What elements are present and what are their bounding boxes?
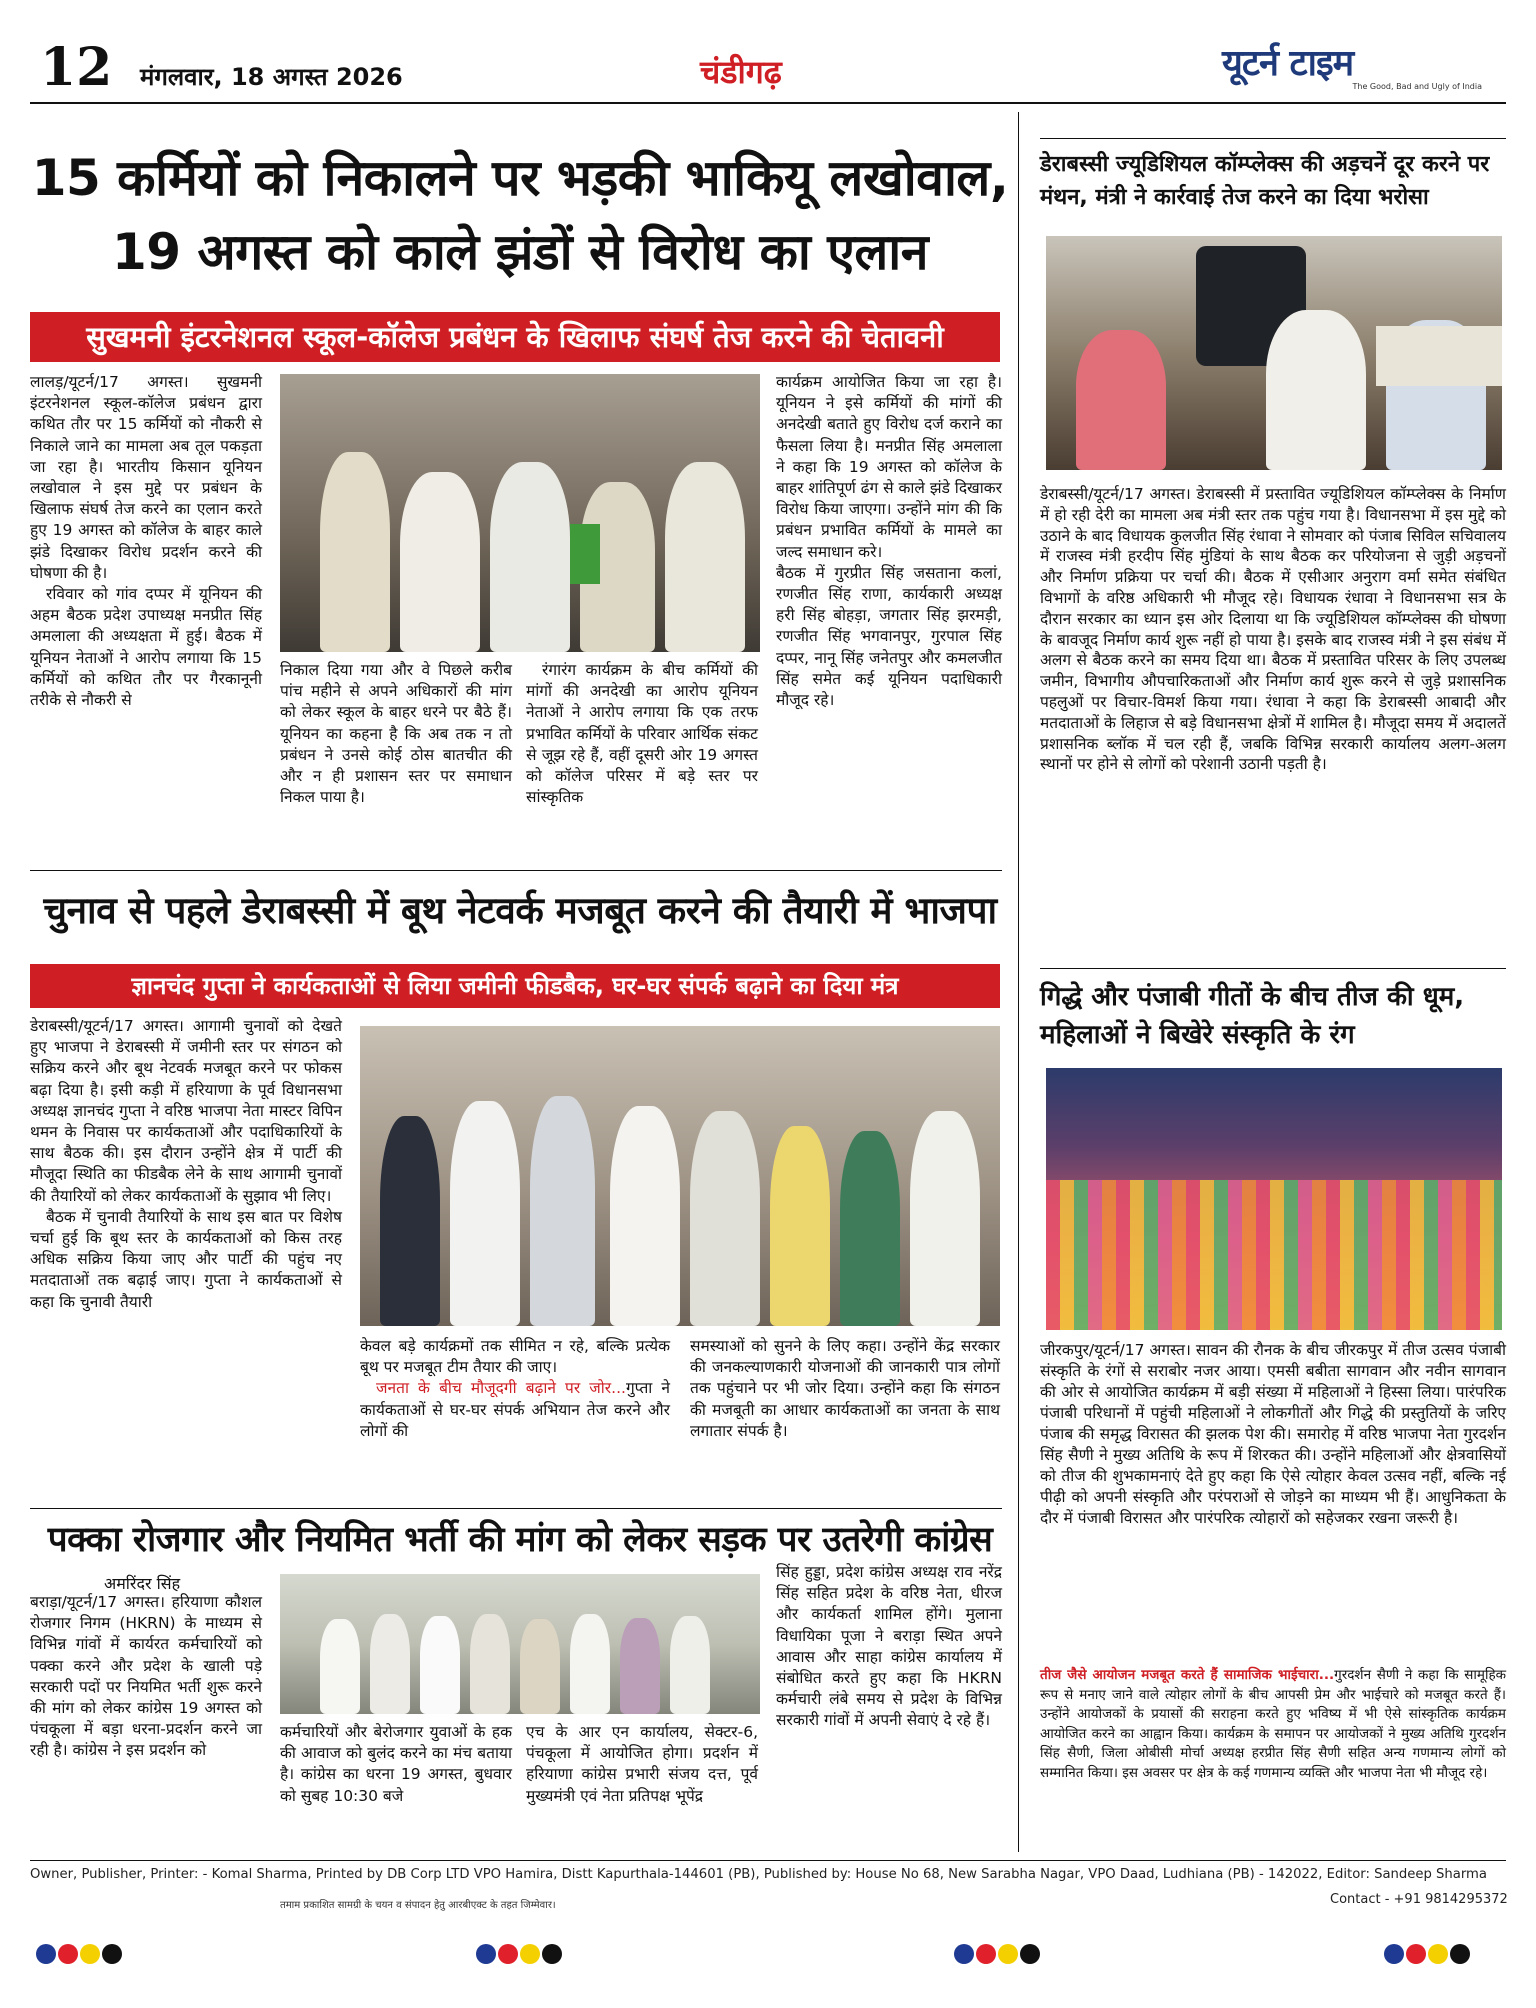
registration-marks-center-right xyxy=(954,1944,1042,1968)
story2-col2-para2: गुप्ता ने कार्यकताओं से घर-घर संपर्क अभियान तेज करने और लोगों की xyxy=(360,1379,670,1440)
story1-col2: निकाल दिया गया और वे पिछले करीब पांच महीने से अपने अधिकारों की मांग को लेकर स्कूल के बाहर धरने पर बैठे हैं। यूनियन का कहना है कि अब तक न तो प्रबंधन ने उनसे कोई ठोस बातचीत की और न ही प्रशासन स्तर पर समाधान निकल पाया है। xyxy=(280,661,512,807)
story2-col1 xyxy=(30,1016,342,1313)
masthead-rule xyxy=(30,102,1506,104)
story3-col2: कर्मचारियों और बेरोजगार युवाओं के हक की आवाज को बुलंद करने का मंच बताया है। कांग्रेस का धरना 19 अगस्त, बुधवार को सुबह 10:30 बजे xyxy=(280,1723,512,1805)
issue-date: मंगलवार, 18 अगस्त 2026 xyxy=(140,63,403,91)
story3-photo xyxy=(280,1574,760,1714)
story1-headline-line2: 19 अगस्त को काले झंडों से विरोध का एलान xyxy=(111,223,929,281)
story1-subhead: सुखमनी इंटरनेशनल स्कूल-कॉलेज प्रबंधन के खिलाफ संघर्ष तेज करने की चेतावनी xyxy=(30,312,1000,362)
side1-bottom-rule xyxy=(1040,968,1506,969)
story3-byline: अमरिंदर सिंह xyxy=(104,1574,181,1593)
side2-extra xyxy=(1040,1666,1506,1784)
reg-dot-red xyxy=(58,1944,78,1964)
footer-rule xyxy=(30,1860,1506,1861)
side1-headline: डेराबस्सी ज्यूडिशियल कॉम्प्लेक्स की अड़चनें दूर करने पर मंथन, मंत्री ने कार्रवाई तेज करने का दिया भरोसा xyxy=(1040,152,1490,210)
story1-col4-para1: कार्यक्रम आयोजित किया जा रहा है। यूनियन ने इसे कर्मियों की मांगों की अनदेखी बताते हुए विरोध दर्ज कराने का फैसला लिया है। मनप्रीत सिंह अमलाला ने कहा कि 19 अगस्त को कॉलेज के बाहर शांतिपूर्ण ढंग से काले झंडे दिखाकर विरोध किया जाएगा। उन्होंने मांग की कि प्रबंधन प्रभावित कर्मियों के मामले का जल्द समाधान करे। xyxy=(776,373,1002,561)
side1-photo xyxy=(1046,236,1502,470)
story2-col3: समस्याओं को सुनने के लिए कहा। उन्होंने केंद्र सरकार की जनकल्याणकारी योजनाओं की जानकारी पात्र लोगों तक पहुंचाने पर भी जोर दिया। उन्होंने कहा कि संगठन की मजबूती का आधार कार्यकताओं का जनता के साथ लगातार संपर्क है। xyxy=(690,1337,1000,1440)
story1-col3: रंगारंग कार्यक्रम के बीच कर्मियों की मांगों की अनदेखी का आरोप यूनियन नेताओं ने आरोप लगाया कि एक तरफ प्रभावित कर्मियों के परिवार आर्थिक संकट से जूझ रहे हैं, वहीं दूसरी ओर 19 अगस्त को कॉलेज परिसर में बड़े स्तर पर सांस्कृतिक xyxy=(526,661,758,807)
side2-subhead: तीज जैसे आयोजन मजबूत करते हैं सामाजिक भाईचारा... xyxy=(1040,1667,1335,1683)
registration-marks-center-left xyxy=(476,1944,564,1968)
side1-body: डेराबस्सी/यूटर्न/17 अगस्त। डेराबस्सी में प्रस्तावित ज्यूडिशियल कॉम्प्लेक्स के निर्माण में हो रही देरी का मामला अब मंत्री स्तर तक पहुंच गया है। विधानसभा में इस मुद्दे को उठाने के बाद विधायक कुलजीत सिंह रंधावा ने सोमवार को पंजाब सिविल सचिवालय में राजस्व मंत्री हरदीप सिंह मुंडियां के साथ बैठक कर परियोजना से जुड़ी अड़चनों और निर्माण प्रक्रिया पर चर्चा की। बैठक में एसीआर अनुराग वर्मा समेत संबंधित विभागों के वरिष्ठ अधिकारी भी मौजूद रहे। विधायक रंधावा ने विधानसभा सत्र के दौरान सरकार का ध्यान इस ओर दिलाया था कि ज्यूडिशियल कॉम्प्लेक्स की घोषणा के बावजूद निर्माण कार्य शुरू नहीं हो पाया है। इसके बाद राजस्व मंत्री ने इस संबंध में अलग से बैठक करने का समय दिया था। बैठक में प्रस्तावित परिसर के लिए उपलब्ध जमीन, विभागीय औपचारिकताओं और निर्माण कार्य शुरू करने से जुड़े प्रशासनिक पहलुओं पर विचार-विमर्श किया गया। रंधावा ने कहा कि डेराबस्सी आबादी और मतदाताओं के लिहाज से बड़े विधानसभा क्षेत्रों में शामिल है। मौजूदा समय में अदालतें प्रशासनिक ब्लॉक में चल रही हैं, जबकि विभिन्न सरकारी कार्यालय अलग-अलग स्थानों पर होने से लोगों को परेशानी उठानी पड़ती है। xyxy=(1040,485,1506,774)
side2-body2: गुरदर्शन सैणी ने कहा कि सामूहिक रूप से मनाए जाने वाले त्योहार लोगों के बीच आपसी प्रेम और भाईचारे को मजबूत करते हैं। उन्होंने आयोजकों के प्रयासों की सराहना करते हुए भविष्य में भी ऐसे सांस्कृतिक कार्यक्रम आयोजित करने का आह्वान किया। कार्यक्रम के समापन पर आयोजकों ने मुख्य अतिथि गुरदर्शन सिंह सैणी, जिला ओबीसी मोर्चा अध्यक्ष हरप्रीत सिंह सैणी सहित अन्य गणमान्य लोगों को सम्मानित किया। इस अवसर पर क्षेत्र के कई गणमान्य व्यक्ति और भाजपा नेता भी मौजूद रहे। xyxy=(1040,1667,1507,1781)
story1-col4-para2: बैठक में गुरप्रीत सिंह जसताना कलां, रणजीत सिंह राणा, कार्यकारी अध्यक्ष हरी सिंह बोहड़ा, जगतार सिंह झरमड़ी, रणजीत सिंह भगवानपुर, गुरपाल सिंह दप्पर, नानू सिंह जनेतपुर और कमलजीत सिंह समेत कई यूनियन पदाधिकारी मौजूद रहे। xyxy=(776,563,1002,710)
story2-col2 xyxy=(360,1336,670,1442)
story1-photo xyxy=(280,374,760,652)
story3-col1: बराड़ा/यूटर्न/17 अगस्त। हरियाणा कौशल रोजगार निगम (HKRN) के माध्यम से विभिन्न गांवों में कार्यरत कर्मचारियों को पक्का करने और प्रदेश के खाली पड़े सरकारी पदों पर नियमित भर्ती शुरू करने की मांग को लेकर कांग्रेस 19 अगस्त को पंचकूला में बड़ा धरना-प्रदर्शन करने जा रही है। कांग्रेस ने इस प्रदर्शन को xyxy=(30,1593,262,1760)
story2-col2-subhead: जनता के बीच मौजूदगी बढ़ाने पर जोर... xyxy=(376,1379,626,1398)
story2-col2-para1: केवल बड़े कार्यक्रमों तक सीमित न रहे, बल्कि प्रत्येक बूथ पर मजबूत टीम तैयार की जाए। xyxy=(360,1337,670,1377)
side2-headline: गिद्धे और पंजाबी गीतों के बीच तीज की धूम, महिलाओं ने बिखेरे संस्कृति के रंग xyxy=(1040,982,1465,1050)
reg-dot-yellow xyxy=(80,1944,100,1964)
footer-imprint: Owner, Publisher, Printer: - Komal Sharma, Printed by DB Corp LTD VPO Hamira, Distt Kapurthala-144601 (PB), Published by: House No 68, New Sarabha Nagar, VPO Daad, Ludhiana (PB) - 142022, Editor: Sandeep Sharma xyxy=(30,1867,1487,1882)
footer-contact: Contact - +91 9814295372 xyxy=(1330,1892,1508,1907)
reg-dot-black xyxy=(102,1944,122,1964)
story2-subhead: ज्ञानचंद गुप्ता ने कार्यकताओं से लिया जमीनी फीडबैक, घर-घर संपर्क बढ़ाने का दिया मंत्र xyxy=(30,964,1000,1008)
column-separator xyxy=(1018,112,1019,1852)
footer-disclaimer: तमाम प्रकाशित सामग्री के चयन व संपादन हेतु आरबीएक्ट के तहत जिम्मेवार। xyxy=(280,1900,556,1911)
side1-top-rule xyxy=(1040,138,1506,139)
registration-marks-right xyxy=(1384,1944,1472,1968)
story3-headline: पक्का रोजगार और नियमित भर्ती की मांग को लेकर सड़क पर उतरेगी कांग्रेस xyxy=(47,1520,993,1560)
side2-body: जीरकपुर/यूटर्न/17 अगस्त। सावन की रौनक के बीच जीरकपुर में तीज उत्सव पंजाबी संस्कृति के रंगों से सराबोर नजर आया। एमसी बबीता सागवान और नवीन सागवान की ओर से आयोजित कार्यक्रम में बड़ी संख्या में महिलाओं ने हिस्सा लिया। पारंपरिक पंजाबी परिधानों में पहुंची महिलाओं ने लोकगीतों और गिद्धे की प्रस्तुतियों के जरिए पंजाब की समृद्ध विरासत की झलक पेश की। समारोह में वरिष्ठ भाजपा नेता गुरदर्शन सिंह सैणी ने मुख्य अतिथि के रूप में शिरकत की। उन्होंने महिलाओं और क्षेत्रवासियों को तीज की शुभकामनाएं देते हुए कहा कि ऐसे त्योहार केवल उत्सव नहीं, बल्कि नई पीढ़ी को अपनी संस्कृति और परंपराओं से जोड़ने का माध्यम भी हैं। आधुनिकता के दौर में पंजाबी विरासत और पारंपरिक त्योहारों को सहेजकर रखना जरूरी है। xyxy=(1040,1341,1506,1527)
story2-headline: चुनाव से पहले डेराबस्सी में बूथ नेटवर्क मजबूत करने की तैयारी में भाजपा xyxy=(43,889,997,932)
story3-col3: एच के आर एन कार्यालय, सेक्टर-6, पंचकूला में आयोजित होगा। प्रदर्शन में हरियाणा कांग्रेस प्रभारी संजय दत्त, पूर्व मुख्यमंत्री एवं नेता प्रतिपक्ष भूपेंद्र xyxy=(526,1723,758,1805)
story2-col1-para1: डेराबस्सी/यूटर्न/17 अगस्त। आगामी चुनावों को देखते हुए भाजपा ने डेराबस्सी में जमीनी स्तर पर संगठन को सक्रिय करने और बूथ नेटवर्क मजबूत करने पर फोकस बढ़ा दिया है। इसी कड़ी में हरियाणा के पूर्व विधानसभा अध्यक्ष ज्ञानचंद गुप्ता ने वरिष्ठ भाजपा नेता मास्टर विपिन थमन के निवास पर कार्यकताओं और पदाधिकारियों के साथ बैठक की। इस दौरान उन्होंने क्षेत्र में पार्टी की मौजूदा स्थिति का फीडबैक लेने के साथ आगामी चुनावों की तैयारियों को लेकर कार्यकताओं के सुझाव भी लिए। xyxy=(30,1017,342,1205)
logo xyxy=(1222,44,1482,96)
story1-bottom-rule xyxy=(30,870,1002,871)
story2-bottom-rule xyxy=(30,1508,1002,1509)
story1-col1-para1: लालड़/यूटर्न/17 अगस्त। सुखमनी इंटरनेशनल स्कूल-कॉलेज प्रबंधन द्वारा कथित तौर पर 15 कर्मियों को नौकरी से निकाले जाने का मामला अब तूल पकड़ता जा रहा है। भारतीय किसान यूनियन लखोवाल ने इस मुद्दे पर प्रबंधन के खिलाफ संघर्ष तेज करने का एलान करते हुए 19 अगस्त को कॉलेज के बाहर काले झंडे दिखाकर विरोध प्रदर्शन करने की घोषणा की है। xyxy=(30,373,262,582)
logo-tagline: The Good, Bad and Ugly of India xyxy=(1352,82,1482,91)
story2-photo xyxy=(360,1026,1000,1326)
registration-marks-left xyxy=(36,1944,124,1968)
page-number: 12 xyxy=(40,37,113,98)
side2-photo xyxy=(1046,1068,1502,1330)
story1-col4 xyxy=(776,372,1002,711)
edition-name: चंडीगढ़ xyxy=(700,53,782,91)
logo-text: यूटर्न टाइम xyxy=(1222,43,1354,84)
story1-col1 xyxy=(30,372,262,711)
story2-col1-para2: बैठक में चुनावी तैयारियों के साथ इस बात पर विशेष चर्चा हुई कि बूथ स्तर के कार्यकताओं को किस तरह अधिक सक्रिय किया जाए और पार्टी की पहुंच नए मतदाताओं तक बढ़ाई जाए। गुप्ता ने कार्यकताओं से कहा कि चुनावी तैयारी xyxy=(30,1207,342,1311)
story3-col4: सिंह हुड्डा, प्रदेश कांग्रेस अध्यक्ष राव नरेंद्र सिंह सहित प्रदेश के वरिष्ठ नेता, धीरज और कार्यकर्ता शामिल होंगे। मुलाना विधायिका पूजा ने बराड़ा स्थित अपने आवास और साहा कांग्रेस कार्यालय में संबोधित करते हुए कहा कि HKRN कर्मचारी लंबे समय से प्रदेश के विभिन्न सरकारी गांवों में अपनी सेवाएं दे रहे हैं। xyxy=(776,1563,1002,1730)
story1-headline-line1: 15 कर्मियों को निकालने पर भड़की भाकियू लखोवाल, xyxy=(31,149,1009,207)
reg-dot-blue xyxy=(36,1944,56,1964)
story1-col1-para2: रविवार को गांव दप्पर में यूनियन की अहम बैठक प्रदेश उपाध्यक्ष मनप्रीत सिंह अमलाला की अध्यक्षता में हुई। बैठक में यूनियन नेताओं ने आरोप लगाया कि 15 कर्मियों को कथित तौर पर गैरकानूनी तरीके से नौकरी से xyxy=(30,585,262,710)
